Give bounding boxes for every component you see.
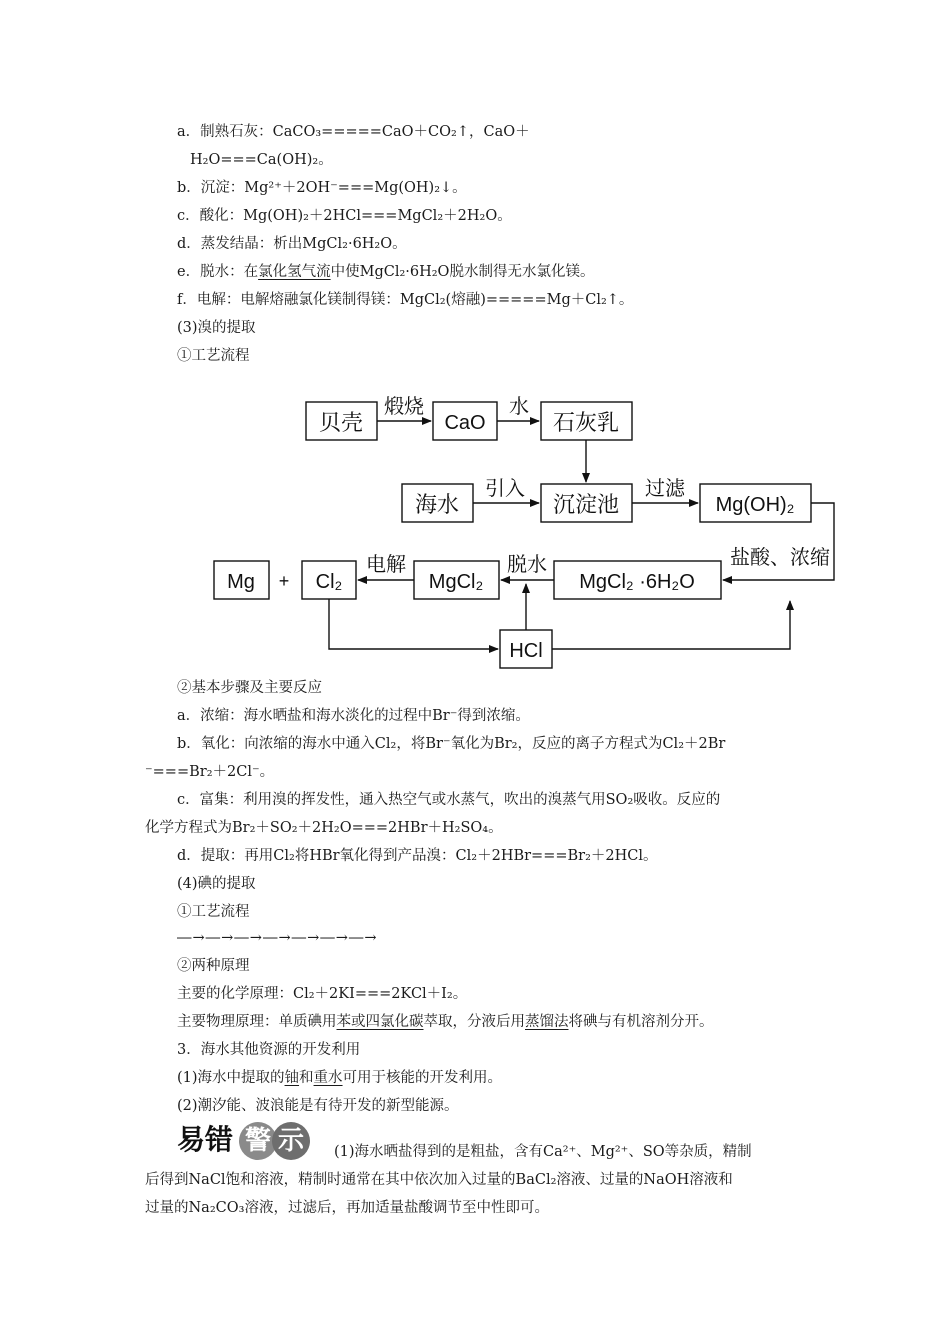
label-tuoshui: 脱水 <box>507 554 547 576</box>
bromine-step-b-line2: ⁻===Br₂＋2Cl⁻。 <box>145 764 275 780</box>
text-mg: Mg <box>227 571 255 593</box>
text-plus: + <box>278 571 290 591</box>
step-a-line2: H₂O===Ca(OH)₂。 <box>190 152 333 168</box>
text-cl2: Cl₂ <box>315 571 343 593</box>
step-f: f．电解：电解熔融氯化镁制得镁：MgCl₂(熔融)=====Mg＋Cl₂↑。 <box>177 292 634 308</box>
other1-part3: 可用于核能的开发利用。 <box>342 1070 503 1086</box>
badge-text-shi: 示 <box>277 1126 304 1156</box>
iodine-principles-title: ②两种原理 <box>177 958 250 974</box>
label-yansuan: 盐酸、浓缩 <box>730 547 830 569</box>
other-resources-2: (2)潮汐能、波浪能是有待开发的新型能源。 <box>177 1098 459 1114</box>
label-shui: 水 <box>509 396 529 418</box>
label-yinru: 引入 <box>485 478 525 500</box>
other1-underline1: 铀 <box>284 1070 300 1086</box>
text-mgcl2: MgCl₂ <box>428 571 484 593</box>
section-bromine: (3)溴的提取 <box>177 320 256 336</box>
other1-part1: (1)海水中提取的 <box>177 1070 285 1086</box>
step-b: b．沉淀：Mg²⁺＋2OH⁻===Mg(OH)₂↓。 <box>177 180 467 196</box>
step-e-underlined: 氯化氢气流 <box>258 264 331 280</box>
label-dianjie: 电解 <box>366 554 406 576</box>
physical-underline1: 苯或四氯化碳 <box>336 1014 424 1030</box>
text-shihuiru: 石灰乳 <box>552 410 620 435</box>
iodine-chemical-principle: 主要的化学原理：Cl₂＋2KI===2KCl＋I₂。 <box>177 986 468 1002</box>
iodine-process-arrows: ―→―→―→―→―→―→―→ <box>177 930 378 946</box>
text-cao: CaO <box>444 412 486 434</box>
other1-underline2: 重水 <box>313 1070 343 1086</box>
physical-part1: 主要物理原理：单质碘用 <box>177 1014 337 1030</box>
step-a-line1: a．制熟石灰：CaCO₃=====CaO＋CO₂↑，CaO＋ <box>177 124 530 140</box>
text-chendianchi: 沉淀池 <box>552 492 620 517</box>
bromine-step-a: a．浓缩：海水晒盐和海水淡化的过程中Br⁻得到浓缩。 <box>177 708 530 724</box>
text-beike: 贝壳 <box>318 410 364 435</box>
bromine-step-c-line2: 化学方程式为Br₂＋SO₂＋2H₂O===2HBr＋H₂SO₄。 <box>145 820 503 836</box>
iodine-physical-principle <box>177 1012 714 1032</box>
text-haishui: 海水 <box>414 492 460 517</box>
warning-line2: 后得到NaCl饱和溶液，精制时通常在其中依次加入过量的BaCl₂溶液、过量的NaOH溶液和 <box>145 1172 733 1188</box>
text-hcl: HCl <box>509 640 543 662</box>
warning-line1: (1)海水晒盐得到的是粗盐，含有Ca²⁺、Mg²⁺、SO等杂质，精制 <box>334 1144 752 1160</box>
bromine-process-title: ①工艺流程 <box>177 348 250 364</box>
bromine-step-d: d．提取：再用Cl₂将HBr氧化得到产品溴：Cl₂＋2HBr===Br₂＋2HCl。 <box>177 848 658 864</box>
section-other-resources: 3．海水其他资源的开发利用 <box>177 1042 361 1058</box>
arrow-hcl-hydrate <box>552 601 790 649</box>
badge-text-jing: 警 <box>244 1126 271 1156</box>
physical-part3: 将碘与有机溶剂分开。 <box>568 1014 714 1030</box>
bromine-steps-title: ②基本步骤及主要反应 <box>177 680 322 696</box>
physical-underline2: 蒸馏法 <box>525 1014 569 1030</box>
physical-part2: 萃取，分液后用 <box>423 1014 525 1030</box>
step-d: d．蒸发结晶：析出MgCl₂·6H₂O。 <box>177 236 407 252</box>
section-iodine: (4)碘的提取 <box>177 876 256 892</box>
bromine-step-b-line1: b．氧化：向浓缩的海水中通入Cl₂，将Br⁻氧化为Br₂，反应的离子方程式为Cl₂＋2Br <box>177 736 726 752</box>
text-mgoh2: Mg(OH)₂ <box>715 494 795 516</box>
step-e-suffix: 中使MgCl₂·6H₂O脱水制得无水氯化镁。 <box>330 264 595 280</box>
warning-line3: 过量的Na₂CO₃溶液，过滤后，再加适量盐酸调节至中性即可。 <box>145 1200 549 1216</box>
arrow-cl2-hcl <box>329 599 498 649</box>
iodine-process-title: ①工艺流程 <box>177 904 250 920</box>
label-guolv: 过滤 <box>645 478 685 500</box>
other1-part2: 和 <box>299 1070 314 1086</box>
text-mgcl2-hydrate: MgCl₂ ·6H₂O <box>579 571 695 593</box>
bromine-step-c-line1: c．富集：利用溴的挥发性，通入热空气或水蒸气，吹出的溴蒸气用SO₂吸收。反应的 <box>177 792 721 808</box>
label-duanshao: 煅烧 <box>384 396 424 418</box>
error-warning-badge <box>177 1120 327 1162</box>
badge-text-yicuo: 易错 <box>177 1123 234 1156</box>
step-e-prefix: e．脱水：在 <box>177 264 259 280</box>
step-c: c．酸化：Mg(OH)₂＋2HCl===MgCl₂＋2H₂O。 <box>177 208 512 224</box>
other-resources-1 <box>177 1068 502 1088</box>
